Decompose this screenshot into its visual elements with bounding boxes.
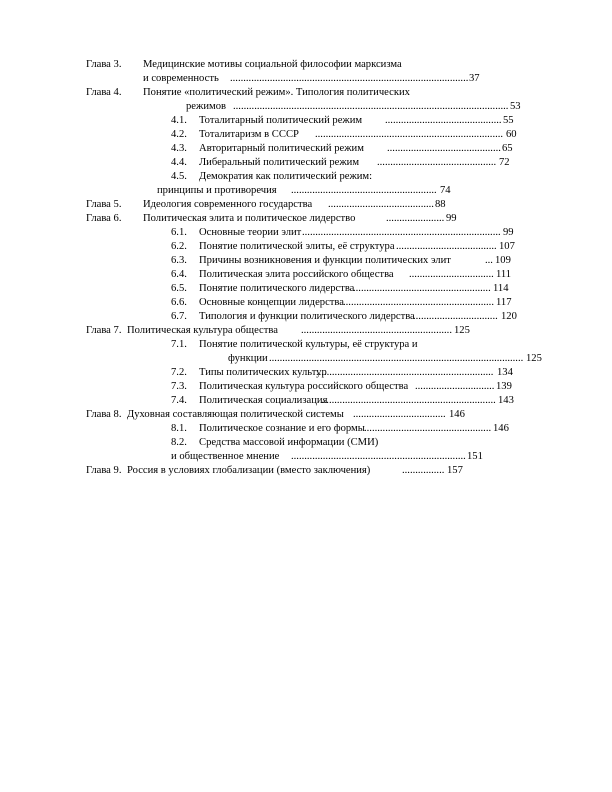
dot-leader: ................................... — [353, 409, 446, 420]
page-number: 120 — [501, 311, 517, 322]
entry-title: Тоталитарный политический режим — [199, 115, 363, 126]
dot-leader: ........................................................................................................ — [233, 101, 509, 112]
toc-entry-ch3[interactable] — [86, 58, 486, 72]
toc-entry-4-5-cont[interactable] — [157, 184, 487, 198]
toc-entry-ch6[interactable] — [86, 212, 506, 226]
entry-title: Основные теории элит — [199, 227, 302, 238]
page-number: 74 — [440, 185, 451, 196]
chapter-label: Глава 6. — [86, 213, 122, 224]
dot-leader: ................................................................................................ — [269, 353, 524, 364]
page-number: 134 — [497, 367, 513, 378]
toc-entry-6-3[interactable] — [171, 254, 531, 268]
toc-entry-ch3-cont[interactable] — [143, 72, 486, 86]
dot-leader: ........................................................................... — [302, 227, 501, 238]
toc-entry-8-2-cont[interactable] — [171, 450, 501, 464]
toc-entry-ch5[interactable] — [86, 198, 506, 212]
entry-title: Политическое сознание и его формы — [199, 423, 365, 434]
dot-leader: .................................................................. — [321, 395, 496, 406]
page-number: 109 — [495, 255, 511, 266]
entry-title: Политическая культура российского общества — [199, 381, 409, 392]
toc-entry-7-1[interactable] — [171, 338, 531, 352]
section-number: 4.1. — [171, 115, 187, 126]
section-number: 7.1. — [171, 339, 187, 350]
dot-leader: .......................................................................................... — [230, 73, 469, 84]
page-number: 55 — [503, 115, 514, 126]
toc-entry-7-1-cont[interactable] — [228, 352, 558, 366]
section-number: 7.3. — [171, 381, 187, 392]
chapter-label: Глава 8. — [86, 409, 122, 420]
section-number: 7.4. — [171, 395, 187, 406]
section-number: 6.4. — [171, 269, 187, 280]
dot-leader: ....................................................................... — [315, 129, 504, 140]
entry-title: Понятие «политический режим». Типология политических — [143, 87, 410, 98]
toc-entry-8-1[interactable] — [171, 422, 531, 436]
section-number: 8.2. — [171, 437, 187, 448]
toc-entry-ch8[interactable] — [86, 408, 506, 422]
entry-title: Средства массовой информации (СМИ) — [199, 437, 379, 448]
toc-entry-ch7[interactable] — [86, 324, 506, 338]
section-number: 4.5. — [171, 171, 187, 182]
entry-title: Основные концепции лидерства — [199, 297, 344, 308]
dot-leader: .................................................................. — [291, 451, 466, 462]
page-number: 72 — [499, 157, 510, 168]
page-number: 139 — [496, 381, 512, 392]
entry-title: Политическая элита российского общества — [199, 269, 394, 280]
dot-leader: ............................................. — [377, 157, 497, 168]
toc-entry-6-7[interactable] — [171, 310, 531, 324]
section-number: 6.2. — [171, 241, 187, 252]
section-number: 4.3. — [171, 143, 187, 154]
page-number: 88 — [435, 199, 446, 210]
section-number: 4.4. — [171, 157, 187, 168]
toc-entry-4-4[interactable] — [171, 156, 521, 170]
entry-title: Политическая социализация — [199, 395, 328, 406]
page-number: 146 — [449, 409, 465, 420]
section-number: 7.2. — [171, 367, 187, 378]
toc-entry-8-2[interactable] — [171, 436, 531, 450]
entry-title: Авторитарный политический режим — [199, 143, 364, 154]
toc-entry-ch4[interactable] — [86, 86, 536, 100]
dot-leader: ........................................ — [328, 199, 434, 210]
entry-title: Понятие политической культуры, её структура и — [199, 339, 418, 350]
dot-leader: ................................................ — [364, 423, 492, 434]
section-number: 8.1. — [171, 423, 187, 434]
page-number: 151 — [467, 451, 483, 462]
toc-entry-6-2[interactable] — [171, 240, 531, 254]
page-number: 111 — [496, 269, 512, 280]
page-number: 117 — [496, 297, 512, 308]
toc-entry-6-5[interactable] — [171, 282, 531, 296]
entry-title: Медицинские мотивы социальной философии марксизма — [143, 59, 402, 70]
dot-leader: ...................................... — [396, 241, 497, 252]
toc-entry-ch9[interactable] — [86, 464, 506, 478]
dot-leader: ........................................... — [387, 143, 501, 154]
toc-entry-6-1[interactable] — [171, 226, 531, 240]
entry-title: Причины возникновения и функции политических элит — [199, 255, 451, 266]
dot-leader: ......................................................... — [343, 297, 494, 308]
entry-title: Типология и функции политического лидерства — [199, 311, 415, 322]
toc-entry-ch4-cont[interactable] — [186, 100, 526, 114]
page-number: 65 — [502, 143, 513, 154]
page-number: 99 — [446, 213, 457, 224]
toc-entry-7-4[interactable] — [171, 394, 531, 408]
dot-leader: .............................. — [415, 381, 495, 392]
chapter-label: Глава 5. — [86, 199, 122, 210]
dot-leader: ................................................................... — [316, 367, 494, 378]
entry-title: Тоталитаризм в СССР — [199, 129, 299, 140]
entry-title: Либеральный политический режим — [199, 157, 360, 168]
chapter-label: Глава 4. — [86, 87, 122, 98]
section-number: 6.3. — [171, 255, 187, 266]
toc-entry-4-1[interactable] — [171, 114, 521, 128]
page-number: 107 — [499, 241, 515, 252]
dot-leader: ................................ — [413, 311, 498, 322]
entry-title: Политическая культура общества — [127, 325, 278, 336]
chapter-label: Глава 9. — [86, 465, 122, 476]
dot-leader: ............................................ — [385, 115, 502, 126]
section-number: 6.7. — [171, 311, 187, 322]
toc-entry-7-3[interactable] — [171, 380, 531, 394]
dot-leader: ................................ — [409, 269, 494, 280]
entry-title: Типы политических культур — [199, 367, 327, 378]
entry-title-continued: и общественное мнение — [171, 451, 280, 462]
entry-title: Политическая элита и политическое лидерство — [143, 213, 356, 224]
entry-title: Понятие политического лидерства — [199, 283, 355, 294]
toc-entry-4-2[interactable] — [171, 128, 521, 142]
page-number: 53 — [510, 101, 521, 112]
page-number: 125 — [454, 325, 470, 336]
entry-title-continued: и современность — [143, 73, 219, 84]
section-number: 6.1. — [171, 227, 187, 238]
entry-title: Понятие политической элиты, её структура — [199, 241, 395, 252]
toc-entry-7-2[interactable] — [171, 366, 531, 380]
entry-title: Россия в условиях глобализации (вместо заключения) — [127, 465, 371, 476]
toc-entry-4-5[interactable] — [171, 170, 521, 184]
page-number: 157 — [447, 465, 463, 476]
dot-leader: ...................... — [386, 213, 445, 224]
toc-entry-6-6[interactable] — [171, 296, 531, 310]
page-number: 146 — [493, 423, 509, 434]
entry-title-continued: принципы и противоречия — [157, 185, 277, 196]
chapter-label: Глава 3. — [86, 59, 122, 70]
page-number: 125 — [526, 353, 542, 364]
page-number: 114 — [493, 283, 509, 294]
chapter-label: Глава 7. — [86, 325, 122, 336]
entry-title: Демократия как политический режим: — [199, 171, 373, 182]
page-number: 143 — [498, 395, 514, 406]
dot-leader: ... — [485, 255, 493, 266]
entry-title: Духовная составляющая политической системы — [127, 409, 344, 420]
toc-entry-6-4[interactable] — [171, 268, 531, 282]
section-number: 4.2. — [171, 129, 187, 140]
dot-leader: ......................................................... — [301, 325, 452, 336]
section-number: 6.6. — [171, 297, 187, 308]
section-number: 6.5. — [171, 283, 187, 294]
entry-title-continued: функции — [228, 353, 268, 364]
entry-title-continued: режимов — [186, 101, 226, 112]
dot-leader: ....................................................... — [291, 185, 437, 196]
page-number: 99 — [503, 227, 514, 238]
entry-title: Идеология современного государства — [143, 199, 313, 210]
page-number: 37 — [469, 73, 480, 84]
dot-leader: ................ — [402, 465, 445, 476]
toc-entry-4-3[interactable] — [171, 142, 521, 156]
dot-leader: .................................................... — [353, 283, 491, 294]
page-number: 60 — [506, 129, 517, 140]
